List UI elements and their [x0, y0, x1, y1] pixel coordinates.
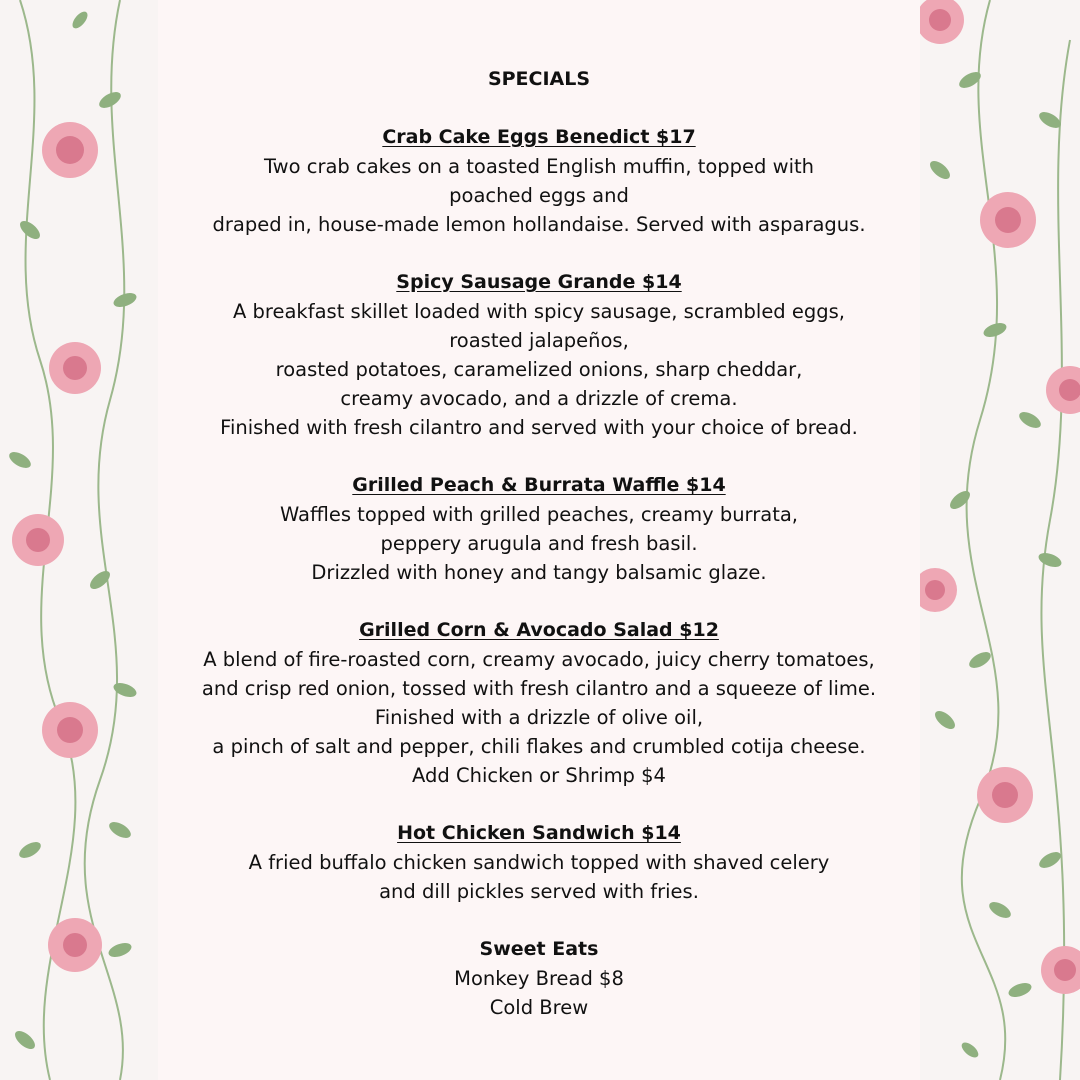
rose-icon	[12, 514, 64, 566]
menu-item-description: roasted jalapeños,	[449, 329, 629, 352]
rose-icon	[42, 702, 98, 758]
menu-item	[158, 268, 920, 442]
menu-item-name: Crab Cake Eggs Benedict $17	[382, 126, 696, 148]
menu-item-description: poached eggs and	[449, 184, 629, 207]
menu-item-description: and crisp red onion, tossed with fresh cilantro and a squeeze of lime.	[201, 677, 877, 700]
menu-item-description: roasted potatoes, caramelized onions, sharp cheddar,	[275, 358, 803, 381]
menu-item-name: Hot Chicken Sandwich $14	[397, 822, 681, 844]
menu-item-name: Spicy Sausage Grande $14	[396, 271, 682, 293]
menu-item-description: A blend of fire-roasted corn, creamy avocado, juicy cherry tomatoes,	[203, 648, 875, 671]
rose-vine-pattern-left	[0, 0, 158, 1080]
menu-item-description: A breakfast skillet loaded with spicy sausage, scrambled eggs,	[232, 300, 845, 323]
floral-border-left	[0, 0, 158, 1080]
menu-item-name: Grilled Peach & Burrata Waffle $14	[352, 474, 726, 496]
rose-icon	[980, 192, 1036, 248]
sweet-eats-item: Cold Brew	[489, 996, 589, 1019]
menu-item-description: Add Chicken or Shrimp $4	[412, 764, 666, 787]
menu-item-description: A fried buffalo chicken sandwich topped with shaved celery	[248, 851, 830, 874]
sweet-eats-heading: Sweet Eats	[479, 938, 599, 960]
rose-icon	[920, 0, 964, 44]
menu-item-description: peppery arugula and fresh basil.	[380, 532, 698, 555]
menu-item	[158, 819, 920, 906]
rose-icon	[1046, 366, 1080, 414]
rose-icon	[49, 342, 101, 394]
menu-item	[158, 123, 920, 239]
floral-border-right	[920, 0, 1080, 1080]
menu-item-description: Finished with a drizzle of olive oil,	[374, 706, 704, 729]
rose-icon	[48, 918, 102, 972]
rose-vine-pattern-right	[920, 0, 1080, 1080]
menu-item-description: a pinch of salt and pepper, chili flakes and crumbled cotija cheese.	[212, 735, 866, 758]
menu-title: SPECIALS	[487, 68, 591, 90]
rose-icon	[977, 767, 1033, 823]
menu-item-description: Finished with fresh cilantro and served with your choice of bread.	[220, 416, 858, 439]
menu-item-description: Two crab cakes on a toasted English muffin, topped with	[263, 155, 815, 178]
menu-item-description: and dill pickles served with fries.	[379, 880, 699, 903]
menu-item-name: Grilled Corn & Avocado Salad $12	[359, 619, 719, 641]
sweet-eats-section	[158, 935, 920, 1022]
menu-item-description: draped in, house-made lemon hollandaise. Served with asparagus.	[212, 213, 866, 236]
sweet-eats-item: Monkey Bread $8	[454, 967, 624, 990]
menu-item	[158, 616, 920, 790]
rose-icon	[1041, 946, 1080, 994]
menu-item-description: Drizzled with honey and tangy balsamic glaze.	[311, 561, 767, 584]
menu-item-description: creamy avocado, and a drizzle of crema.	[340, 387, 738, 410]
menu-item-description: Waffles topped with grilled peaches, creamy burrata,	[279, 503, 798, 526]
menu-item	[158, 471, 920, 587]
rose-icon	[42, 122, 98, 178]
menu-panel	[158, 0, 920, 1080]
rose-icon	[920, 568, 957, 612]
